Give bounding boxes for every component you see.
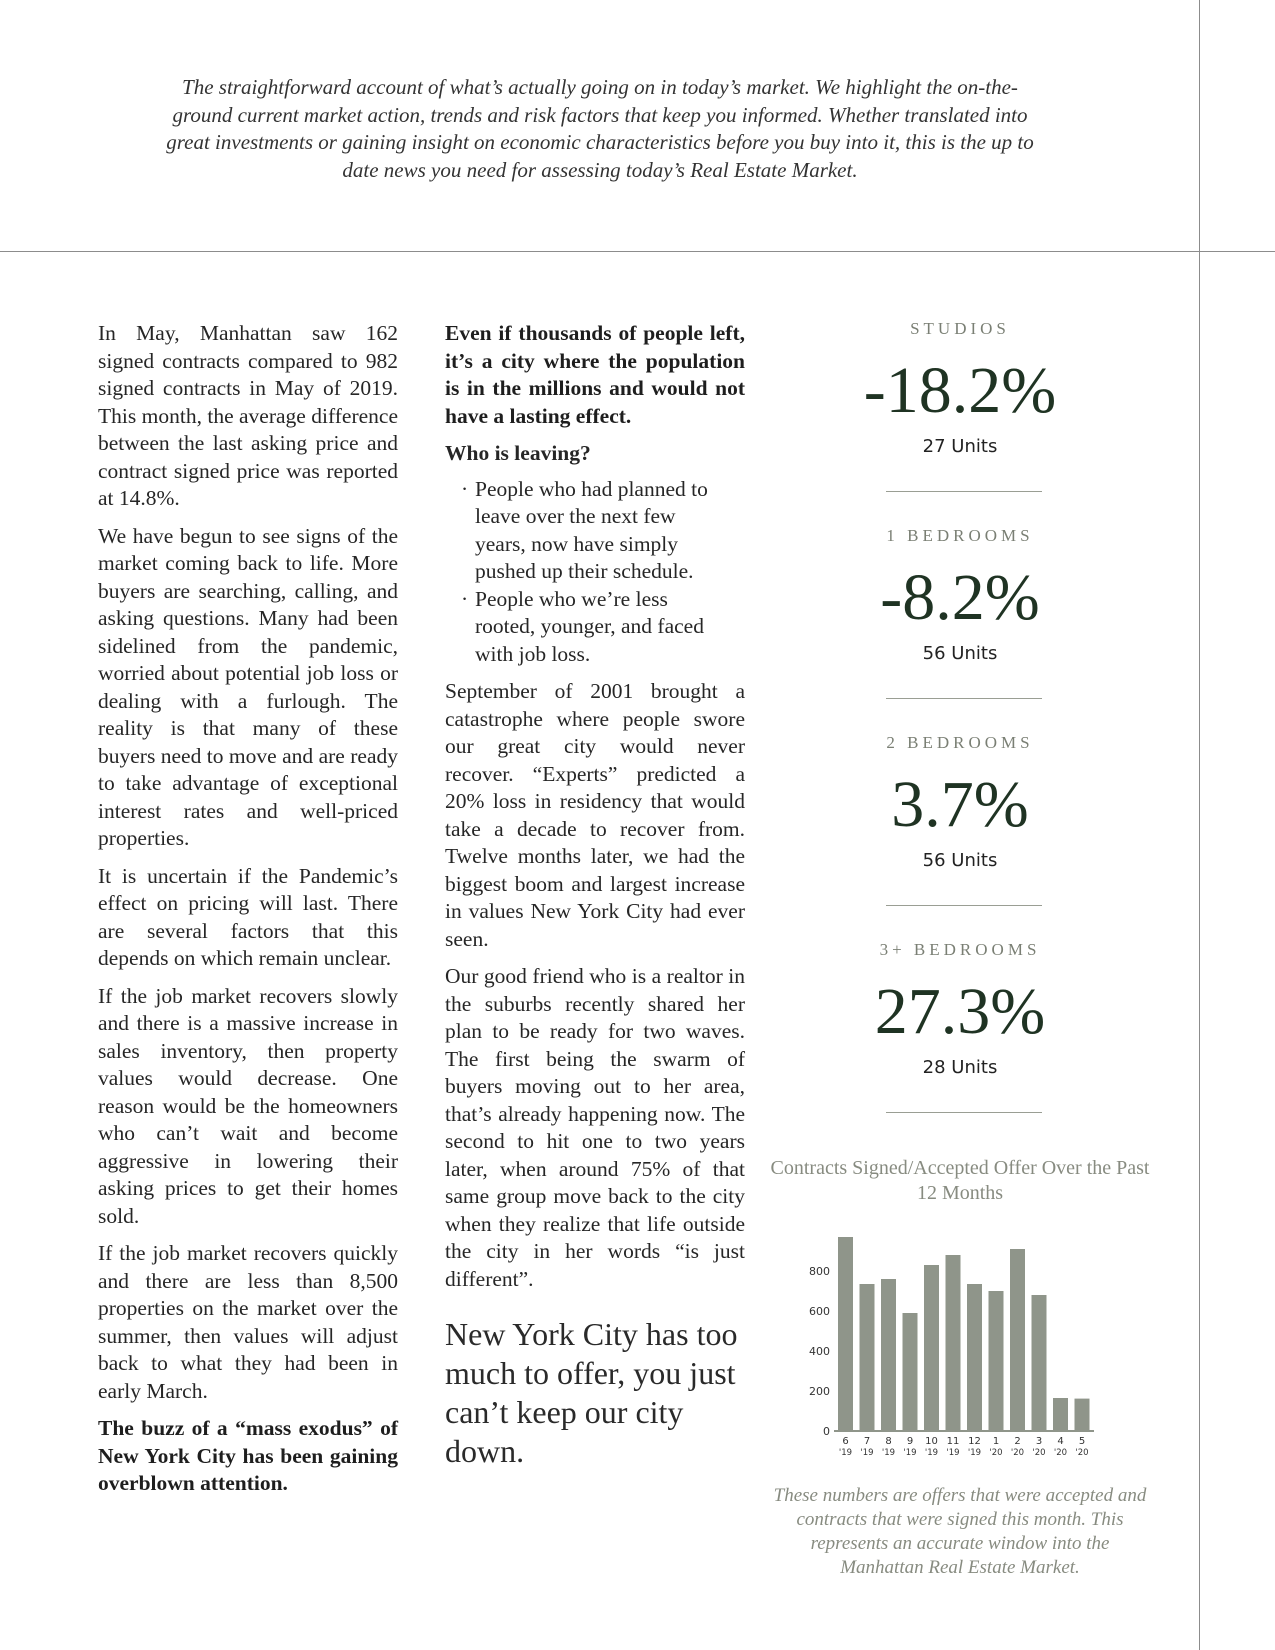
stat-value: 3.7% [891, 768, 1029, 841]
stat-2-bedrooms [860, 732, 1060, 939]
unit-stats [860, 318, 1060, 1146]
x-tick-month: 11 [946, 1436, 960, 1447]
paragraph: September of 2001 brought a catastrophe where people swore our great city would never recover. “Experts” predicted a 20% loss in residency that would take a decade to recover from. Twelve months later, we had the biggest boom and largest increase in values New York City had ever seen. [445, 679, 745, 951]
bar [924, 1265, 939, 1431]
x-tick-month: 9 [906, 1436, 914, 1447]
stat-divider [886, 491, 1042, 492]
paragraph: Our good friend who is a realtor in the suburbs recently shared her plan to be ready for two waves. The first being the swarm of buyers moving out to her area, that’s already happening now. The second to hit one to two years later, when around 75% of that same group move back to the city when they realize that life outside the city in her words “is just different”. [445, 964, 745, 1291]
x-tick-year: '20 [1053, 1448, 1068, 1458]
paragraph: It is uncertain if the Pandemic’s effect on pricing will last. There are several factors that this depends on which remain unclear. [98, 863, 398, 970]
y-tick-label: 400 [809, 1345, 830, 1358]
x-tick-month: 2 [1014, 1436, 1021, 1447]
x-tick-month: 6 [842, 1436, 849, 1447]
stat-label: 2 BEDROOMS [886, 733, 1034, 752]
column-1 [98, 320, 398, 1508]
bar [1010, 1249, 1025, 1431]
column-2 [445, 320, 745, 1471]
bar [1032, 1295, 1047, 1431]
x-tick-year: '19 [903, 1448, 917, 1458]
stat-label: 1 BEDROOMS [886, 526, 1034, 545]
paragraph: If the job market recovers quickly and there are less than 8,500 properties on the market over the summer, then values will adjust back to what they had been in early March. [98, 1241, 398, 1403]
x-tick-month: 1 [992, 1436, 1000, 1447]
stat-1-bedrooms [860, 525, 1060, 732]
x-tick-year: '20 [989, 1448, 1003, 1458]
x-tick-year: '19 [838, 1448, 853, 1458]
bar [946, 1255, 961, 1431]
stat-label: 3+ BEDROOMS [879, 940, 1041, 959]
stat-divider [886, 698, 1042, 699]
bar [1053, 1398, 1068, 1431]
x-tick-year: '19 [946, 1448, 960, 1458]
stat-units: 56 Units [922, 850, 998, 871]
paragraph: We have begun to see signs of the market coming back to life. More buyers are searching, calling, and asking questions. Many had been sidelined from the pandemic, worried about potential job loss or dealing with a furlough. The reality is that many of these buyers need to move and are ready to take advantage of exceptional interest rates and well-priced properties. [98, 523, 398, 850]
bar [967, 1284, 982, 1431]
contracts-bar-chart [800, 1225, 1110, 1465]
x-tick-month: 7 [863, 1436, 871, 1447]
stat-3-plus-bedrooms [860, 939, 1060, 1146]
bar [881, 1279, 896, 1431]
x-tick-year: '19 [967, 1448, 982, 1458]
lead-statement: Even if thousands of people left, it’s a city where the population is in the millions and would not have a lasting effect. [445, 321, 745, 428]
x-tick-year: '20 [1032, 1448, 1046, 1458]
bar [903, 1313, 918, 1431]
y-tick-label: 0 [823, 1425, 830, 1438]
stat-units: 56 Units [922, 643, 998, 664]
right-border-line [1199, 0, 1200, 1650]
x-tick-month: 4 [1057, 1436, 1064, 1447]
paragraph: In May, Manhattan saw 162 signed contracts compared to 982 signed contracts in May of 2019. This month, the average difference between the last asking price and contract signed price was reported at 14.8%. [98, 321, 398, 510]
chart-caption: These numbers are offers that were accepted and contracts that were signed this month. This represents an accurate window into the Manhattan Real Estate Market. [773, 1485, 1147, 1578]
x-tick-year: '19 [924, 1448, 939, 1458]
stat-divider [886, 905, 1042, 906]
y-tick-label: 200 [809, 1385, 830, 1398]
x-tick-month: 5 [1078, 1436, 1086, 1447]
x-tick-year: '19 [881, 1448, 896, 1458]
stat-studios [860, 318, 1060, 525]
list-item: · People who we’re less rooted, younger, and faced with job loss. [461, 586, 721, 669]
y-tick-label: 600 [809, 1305, 830, 1318]
list-item: · People who had planned to leave over the next few years, now have simply pushed up their schedule. [461, 476, 721, 586]
stat-units: 28 Units [922, 1057, 998, 1078]
pull-quote: New York City has too much to offer, you just can’t keep our city down. [445, 1316, 738, 1469]
x-tick-month: 12 [968, 1436, 981, 1447]
stat-value: -8.2% [880, 561, 1040, 634]
bar [860, 1284, 875, 1431]
stat-label: STUDIOS [910, 319, 1010, 338]
header-divider [0, 251, 1275, 252]
stat-divider [886, 1112, 1042, 1113]
y-tick-label: 800 [809, 1265, 830, 1278]
x-tick-year: '19 [860, 1448, 874, 1458]
x-tick-month: 3 [1035, 1436, 1043, 1447]
bar [1075, 1399, 1090, 1431]
stat-value: 27.3% [874, 975, 1046, 1048]
paragraph: If the job market recovers slowly and there is a massive increase in sales inventory, then property values would decrease. One reason would be the homeowners who can’t wait and become aggressive in lowering their asking prices to get their homes sold. [98, 983, 398, 1228]
leaving-list [445, 476, 721, 669]
stat-units: 27 Units [922, 436, 998, 457]
bar [838, 1237, 853, 1431]
bar [989, 1291, 1004, 1431]
who-is-leaving-heading: Who is leaving? [445, 441, 591, 465]
x-tick-month: 10 [925, 1436, 938, 1447]
mass-exodus-statement: The buzz of a “mass exodus” of New York City has been gaining overblown attention. [98, 1416, 398, 1495]
intro-text: The straightforward account of what’s actually going on in today’s market. We highlight the on-the-ground current market action, trends and risk factors that keep you informed. Whether translated into great investments or gaining insight on economic characteristics before you buy into it, this is the up to date news you need for assessing today’s Real Estate Market. [166, 75, 1034, 182]
x-tick-year: '20 [1010, 1448, 1025, 1458]
stat-value: -18.2% [863, 354, 1057, 427]
x-tick-year: '20 [1075, 1448, 1089, 1458]
chart-title: Contracts Signed/Accepted Offer Over the Past 12 Months [770, 1157, 1150, 1204]
x-tick-month: 8 [885, 1436, 892, 1447]
